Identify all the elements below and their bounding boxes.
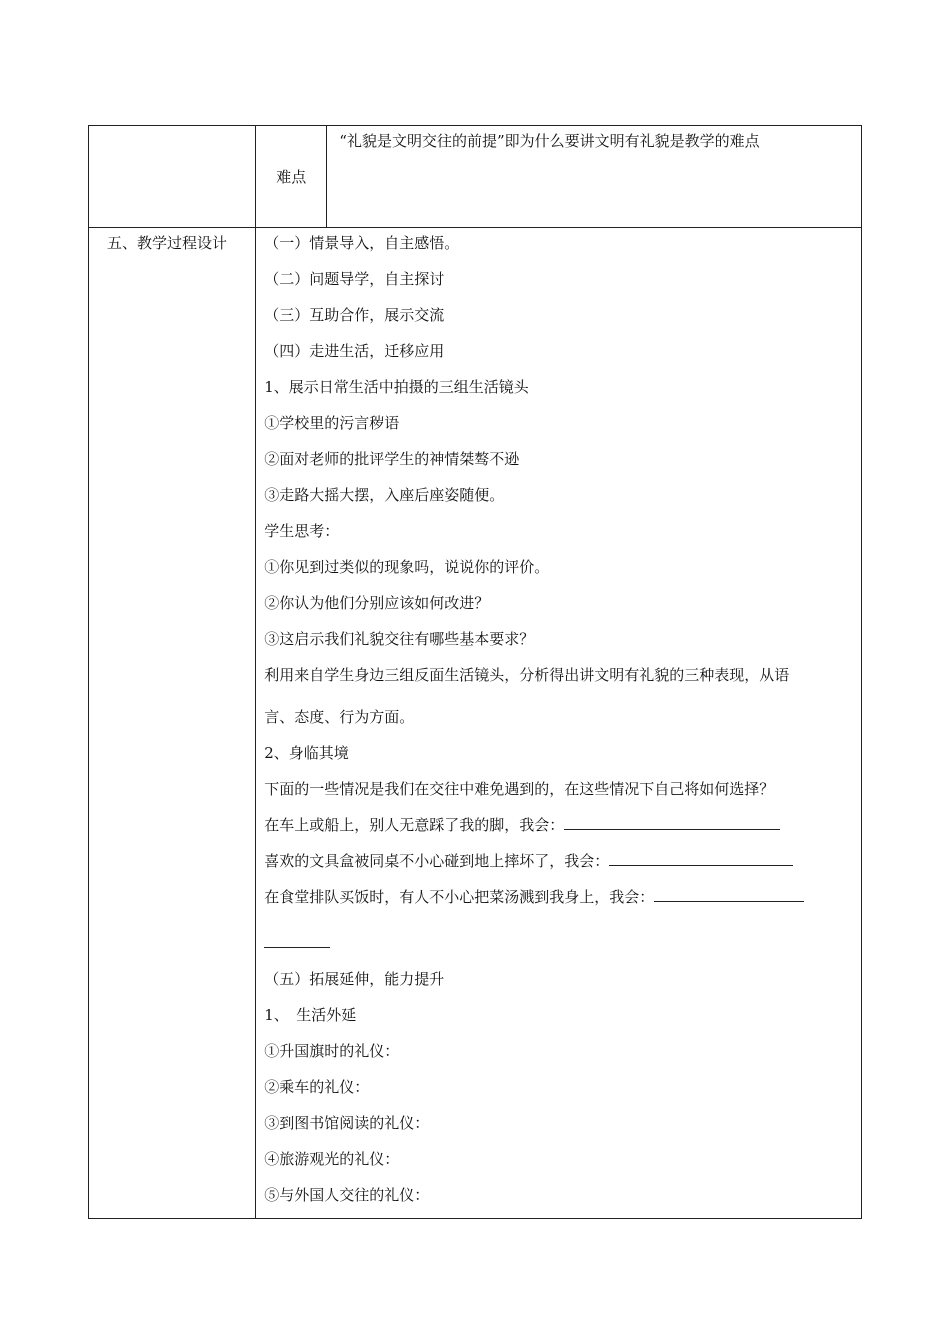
question-item: ①你见到过类似的现象吗，说说你的评价。 <box>264 558 550 576</box>
extension-title: 1、 生活外延 <box>264 1006 357 1024</box>
scene-item: ③走路大摇大摆，入座后座姿随便。 <box>264 486 505 504</box>
etiquette-item: ③到图书馆阅读的礼仪： <box>264 1114 430 1132</box>
answer-blank <box>609 851 793 866</box>
difficulty-row <box>89 126 862 228</box>
situation-item <box>264 884 853 930</box>
analysis-text-cont: 言、态度、行为方面。 <box>264 708 415 726</box>
etiquette-item: ⑤与外国人交往的礼仪： <box>264 1186 430 1204</box>
step-4: （四）走进生活，迁移应用 <box>264 342 445 360</box>
step-1: （一）情景导入，自主感悟。 <box>264 234 460 252</box>
situation-text: 喜欢的文具盒被同桌不小心碰到地上摔坏了，我会： <box>264 852 610 870</box>
situation-item <box>264 848 853 884</box>
answer-blank <box>264 933 330 948</box>
section-label: 五、教学过程设计 <box>89 228 256 1219</box>
student-think-label: 学生思考： <box>264 522 340 540</box>
analysis-text: 利用来自学生身边三组反面生活镜头，分析得出讲文明有礼貌的三种表现，从语 <box>264 666 790 684</box>
activity-1-title: 1、展示日常生活中拍摄的三组生活镜头 <box>264 378 529 396</box>
activity-2-title: 2、身临其境 <box>264 744 349 762</box>
etiquette-item: ②乘车的礼仪： <box>264 1078 370 1096</box>
difficulty-label: 难点 <box>256 126 327 228</box>
situation-text: 在食堂排队买饭时，有人不小心把菜汤溅到我身上，我会： <box>264 888 655 906</box>
answer-blank <box>564 815 780 830</box>
scene-item: ②面对老师的批评学生的神情桀骜不逊 <box>264 450 520 468</box>
situation-item <box>264 812 853 848</box>
difficulty-text: “礼貌是文明交往的前提”即为什么要讲文明有礼貌是教学的难点 <box>327 126 862 228</box>
process-content <box>256 228 862 1219</box>
etiquette-item: ④旅游观光的礼仪： <box>264 1150 400 1168</box>
question-item: ③这启示我们礼貌交往有哪些基本要求？ <box>264 630 535 648</box>
answer-blank <box>654 887 804 902</box>
step-3: （三）互助合作，展示交流 <box>264 306 445 324</box>
situation-text: 在车上或船上，别人无意踩了我的脚，我会： <box>264 816 565 834</box>
situation-item-cont <box>264 930 853 966</box>
step-2: （二）问题导学，自主探讨 <box>264 270 445 288</box>
etiquette-item: ①升国旗时的礼仪： <box>264 1042 400 1060</box>
scene-item: ①学校里的污言秽语 <box>264 414 400 432</box>
step-5: （五）拓展延伸，能力提升 <box>264 970 445 988</box>
situation-intro: 下面的一些情况是我们在交往中难免遇到的，在这些情况下自己将如何选择？ <box>264 780 775 798</box>
question-item: ②你认为他们分别应该如何改进？ <box>264 594 490 612</box>
lesson-plan-table <box>88 125 862 1219</box>
process-row <box>89 228 862 1219</box>
empty-cell <box>89 126 256 228</box>
